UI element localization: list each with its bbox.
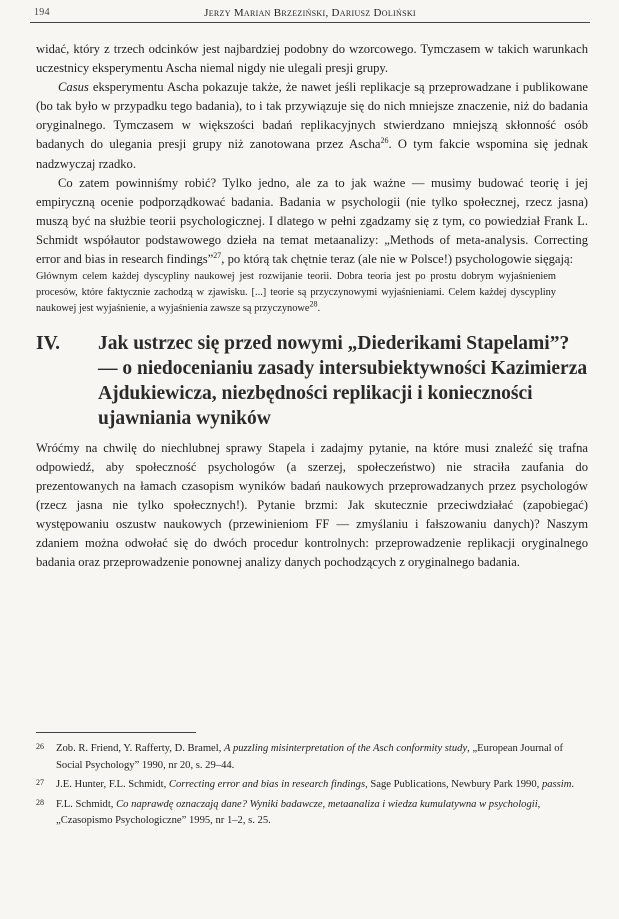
- section-title: Jak ustrzec się przed nowymi „Diederikami Stapelami”? — o niedocenianiu zasady intersubiektywności Kazimierza Ajdukiewicza, niezbędności replikacji i konieczności ujawniania wyników: [98, 332, 588, 429]
- footnote-number: 28: [36, 797, 44, 807]
- paragraph: widać, który z trzech odcinków jest najbardziej podobny do wzorcowego. Tymczasem w takich warunkach uczestnicy eksperymentu Ascha niemal nigdy nie ulegali presji grupy.: [36, 42, 588, 76]
- paragraph: Wróćmy na chwilę do niechlubnej sprawy Stapela i zadajmy pytanie, na które musi znaleźć się trafna odpowiedź, aby społeczność psychologów (a szerzej, społeczeństwo) nie straciła zaufania do prezentowanych na łamach czasopism wyników badań naukowych przeprowadzanych przez psychologów (rzecz jasna nie tylko społecznych!). Pytanie brzmi: Jak skutecznie przeciwdziałać (zapobiegać) występowaniu oszustw naukowych (przewinieniom FF — zmyślaniu i fałszowaniu danych)? Naszym zdaniem można odwołać się do dwóch procedur kontrolnych: przeprowadzenie replikacji oryginalnego badania oraz przeprowadzenie ponownej analizy danych pochodzących z oryginalnego badania.: [36, 440, 588, 570]
- running-header: [30, 4, 590, 23]
- footnote: 27 J.E. Hunter, F.L. Schmidt, Correcting error and bias in research findings, Sage Publications, Newbury Park 1990, passim.: [36, 778, 575, 790]
- paragraph: Casus eksperymentu Ascha pokazuje także, że nawet jeśli replikacje są przeprowadzane i publikowane (bo tak było w przypadku tego badania), to i tak przywiązuje się do nich mniejsze znaczenie, niż do badania oryginalnego. Tymczasem w większości badań replikacyjnych stwierdzano mniejszą skłonność osób badanych do ulegania presji grupy niż zanotowana przez Ascha$^{26}$. O tym fakcie wspomina się jednak nadzwyczaj rzadko.: [36, 80, 588, 171]
- footnote-number: 27: [36, 778, 44, 787]
- footnote-ref[interactable]: 27: [213, 250, 222, 260]
- section-number: IV.: [36, 332, 61, 354]
- footnote-divider: [36, 732, 196, 733]
- footnote: 28 F.L. Schmidt, Co naprawdę oznaczają dane? Wyniki badawcze, metaanaliza i wiedza kumulatywna w psychologii, „Czasopismo Psychologiczne” 1995, nr 1–2, s. 25.: [36, 797, 541, 826]
- footnote: 26 Zob. R. Friend, Y. Rafferty, D. Bramel, A puzzling misinterpretation of the Asch conformity study, „European Journal of Social Psychology” 1990, nr 20, s. 29–44.: [36, 742, 564, 771]
- italic-term: Casus: [58, 80, 89, 95]
- footnote-ref[interactable]: 26: [380, 136, 389, 146]
- footnote-ref[interactable]: 28: [309, 299, 318, 309]
- running-header-authors: Jerzy Marian Brzeziński, Dariusz Doliński: [204, 7, 416, 19]
- block-quote: Głównym celem każdej dyscypliny naukowej jest rozwijanie teorii. Dobra teoria jest po prostu dobrym wyjaśnieniem procesów, które faktycznie zachodzą w zjawisku. [...] teorie są przyczynowymi wyjaśnieniami. Celem każdej dyscypliny naukowej jest wyjaśnienie, a wyjaśnienia zawsze są przyczynowe$^{28}$.: [36, 271, 556, 314]
- paragraph: Co zatem powinniśmy robić? Tylko jedno, ale za to jak ważne — musimy budować teorię i jej empiryczną ocenie podporządkować badania. Badania w psychologii (nie tylko społecznej, rzecz jasna) muszą być na służbie teorii psychologicznej. I dlatego w pełni zgadzamy się z tym, co powiedział Frank L. Schmidt współautor podstawowego dzieła na temat metaanalizy: „Methods of meta-analysis. Correcting error and bias in research findings”$^{27}$, po którą tak chętnie teraz (ale nie w Polsce!) psychologowie sięgają:: [36, 175, 588, 267]
- footnotes: [36, 732, 588, 833]
- section-heading: [36, 331, 588, 431]
- page-number: 194: [34, 7, 50, 18]
- footnote-number: 26: [36, 742, 44, 751]
- main-text: [36, 40, 588, 572]
